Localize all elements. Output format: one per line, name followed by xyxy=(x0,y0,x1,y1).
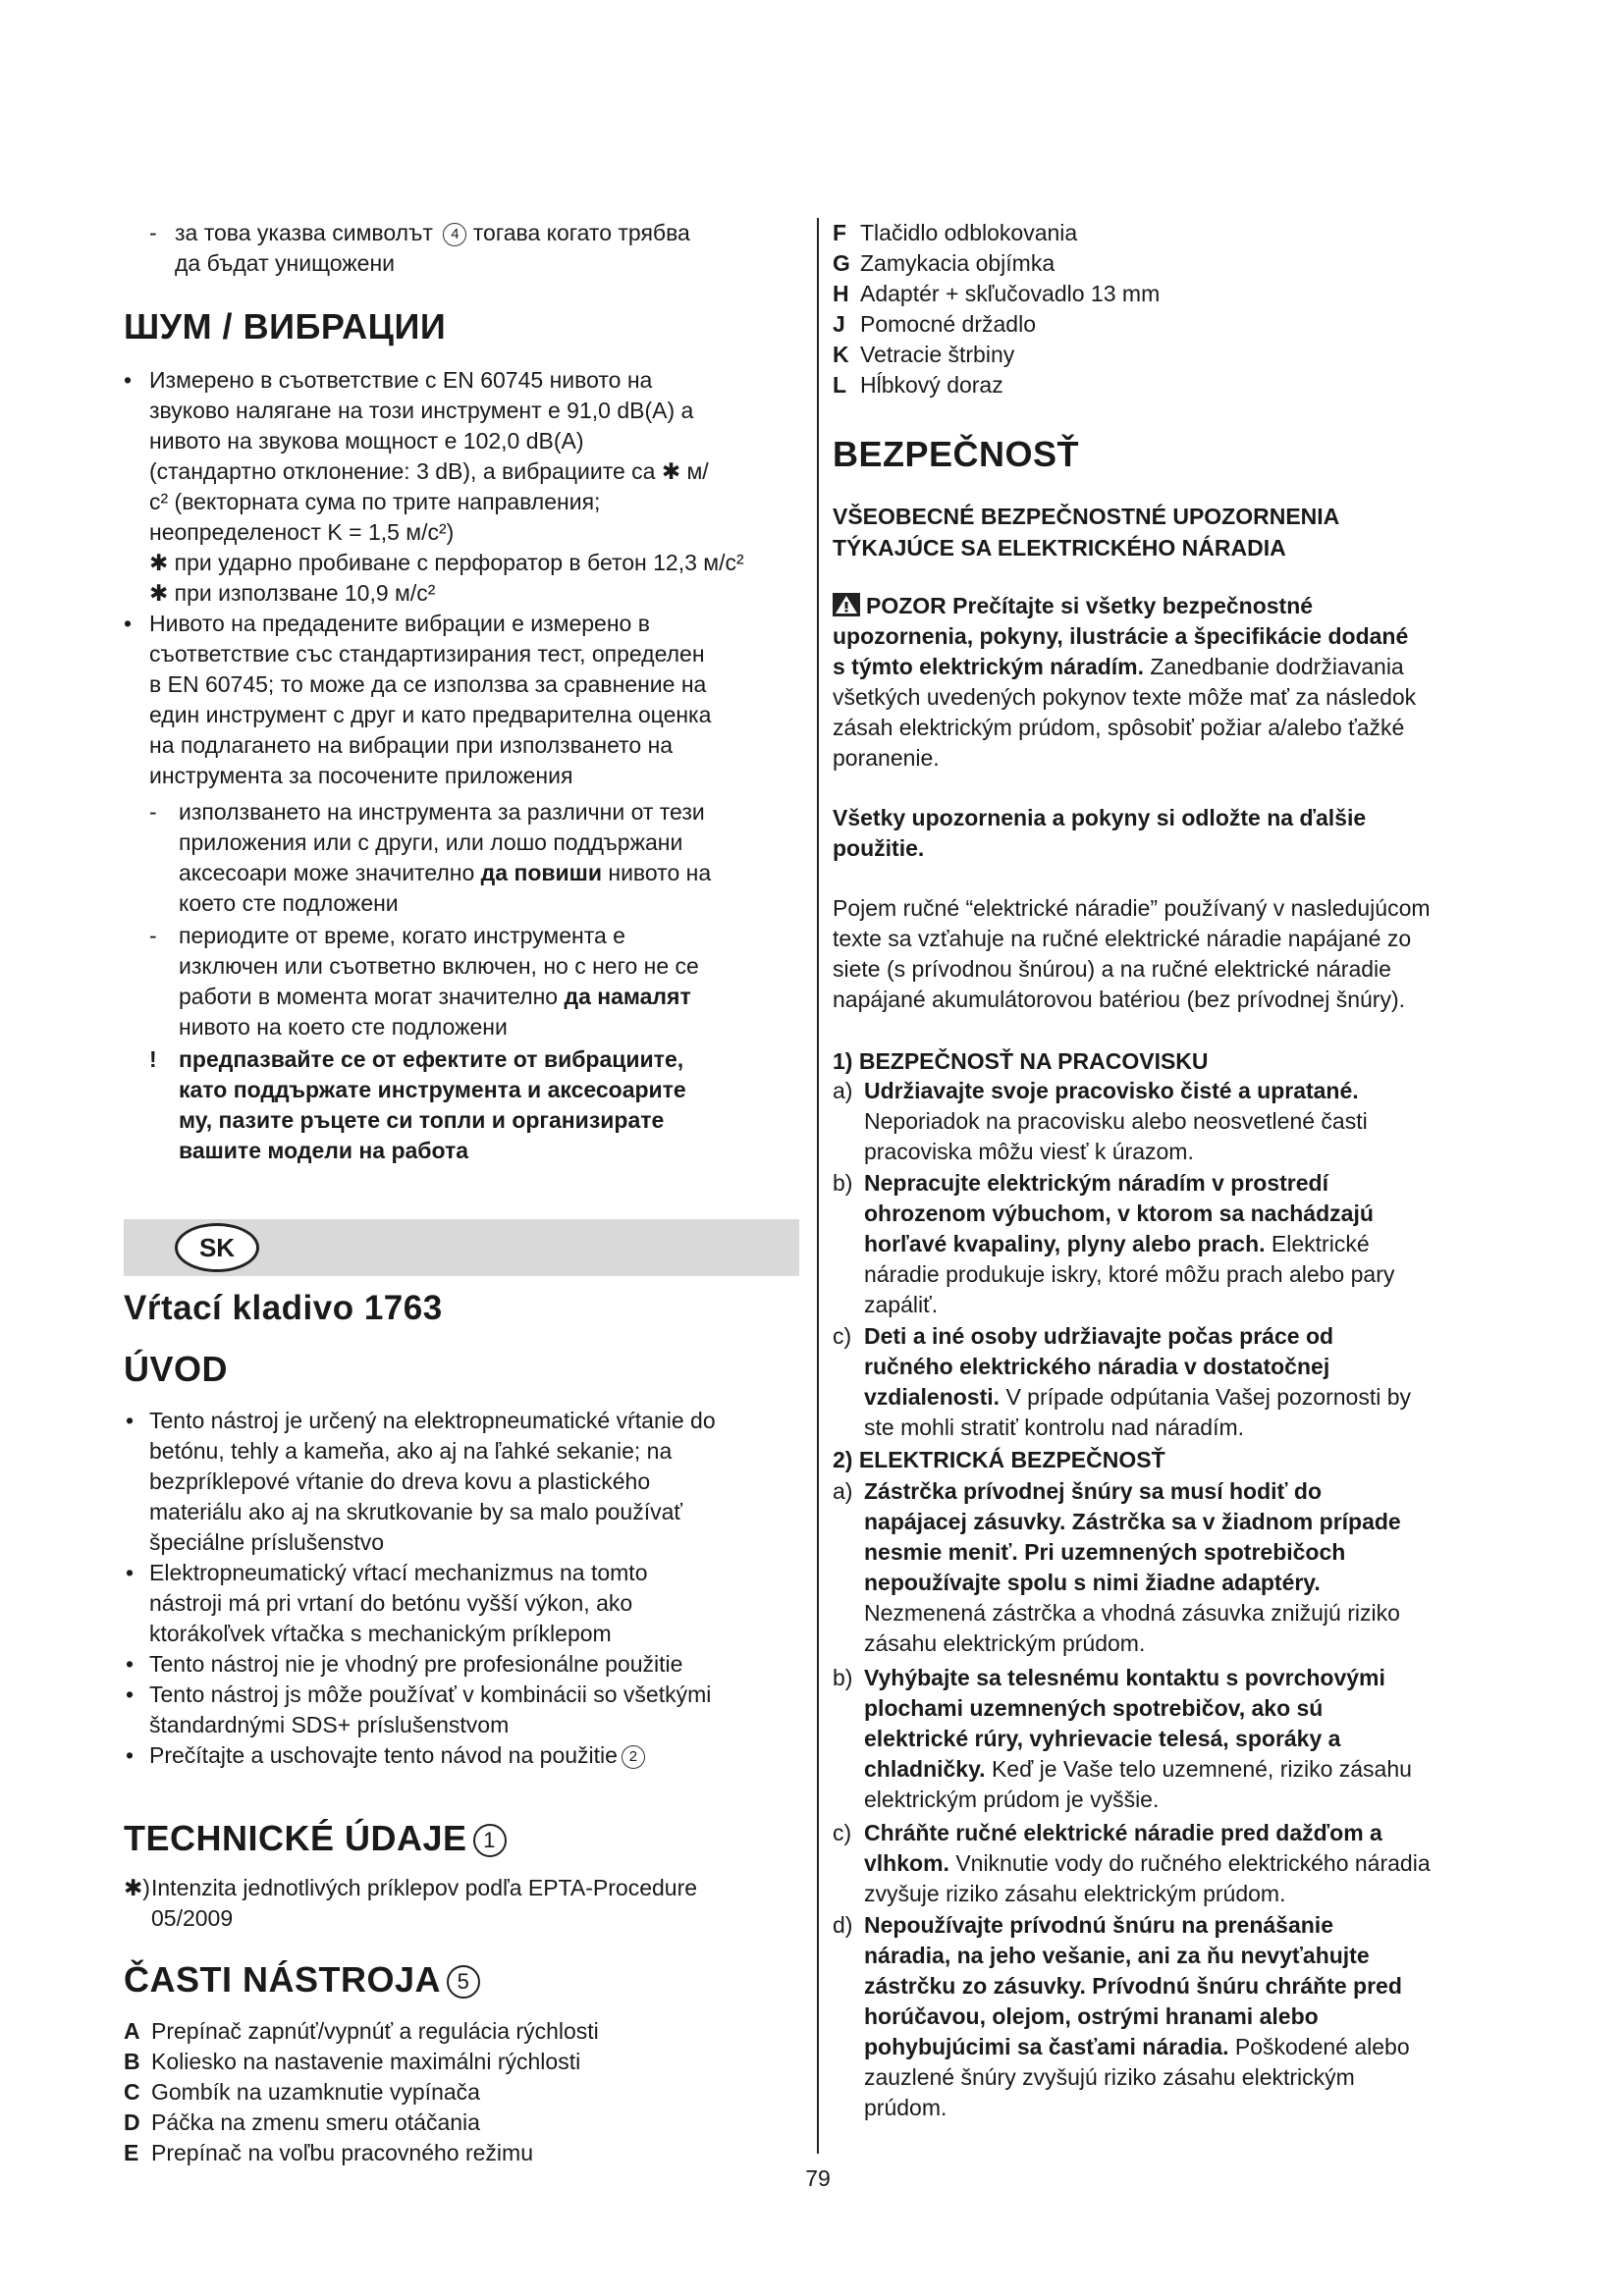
part-item xyxy=(124,2138,799,2168)
intro-dash-text: за това указва символът xyxy=(175,220,433,245)
part-text: Zamykacia objímka xyxy=(860,250,1056,276)
noise-b2-line: в EN 60745; то може да се използва за сравнение на xyxy=(149,671,707,697)
tech-heading xyxy=(124,1818,507,1859)
item-line: ste mohli stratiť kontrolu nad náradím. xyxy=(864,1415,1245,1440)
part-text: Adaptér + skľučovadlo 13 mm xyxy=(860,281,1161,306)
part-text: Prepínač zapnúť/vypnúť a regulácia rýchlosti xyxy=(151,2018,599,2044)
part-item xyxy=(833,370,1510,400)
part-text: Tlačidlo odblokovania xyxy=(860,220,1078,245)
item-tail: Poškodené alebo xyxy=(1234,2034,1410,2059)
item-bold-line: nesmie meniť. Pri uzemnených spotrebičoch xyxy=(864,1539,1346,1565)
noise-b1-line: (стандартно отклонение: 3 dB), а вибрациите са ✱ м/ xyxy=(149,458,709,484)
item-label: b) xyxy=(833,1170,853,1196)
noise-d2-line: работи в момента могат значително xyxy=(179,984,559,1009)
circled-number-2: 2 xyxy=(622,1745,645,1769)
noise-warning-line: вашите модели на работа xyxy=(179,1138,469,1163)
uvod-bullet-3: • Tento nástroj nie je vhodný pre profesionálne použitie xyxy=(124,1649,799,1680)
term-paragraph xyxy=(833,893,1510,1015)
noise-d1-line: използването на инструмента за различни от тези xyxy=(179,799,705,825)
noise-d1-line: което сте подложени xyxy=(179,890,399,916)
item-bold-line: ohrozenom výbuchom, v ktorom sa nachádzajú xyxy=(864,1201,1374,1226)
item-tail: Elektrické xyxy=(1271,1231,1370,1256)
product-title: Vŕtací kladivo 1763 xyxy=(124,1289,443,1327)
term-line: siete (s prívodnou šnúrou) a na ručné elektrické náradie xyxy=(833,956,1391,982)
uvod-bullet-1: • Tento nástroj je určený na elektropneumatické vŕtanie do betónu, tehly a kameňa, ako aj na ľahké sekanie; na bezpríklepové vŕtanie do dreva kovu a plastického materiálu ako aj na skrutkovanie by sa malo používať špeciálne príslušenstvo xyxy=(124,1406,799,1558)
part-item xyxy=(833,218,1510,248)
item-bold-line: elektrické rúry, vyhrievacie telesá, sporáky a xyxy=(864,1726,1341,1751)
uvod-heading: ÚVOD xyxy=(124,1349,229,1389)
part-item xyxy=(124,2016,799,2047)
noise-b2-line: инструмента за посочените приложения xyxy=(149,763,573,788)
tech-note-star: ✱) xyxy=(124,1875,150,1900)
item-line: pracoviska môžu viesť k úrazom. xyxy=(864,1139,1194,1164)
item-bold-line: Deti a iné osoby udržiavajte počas práce od xyxy=(864,1323,1334,1349)
item-line: Neporiadok na pracovisku alebo neosvetlené časti xyxy=(864,1108,1368,1134)
uvod-b4-line: štandardnými SDS+ príslušenstvom xyxy=(149,1712,510,1737)
warning-bold-line: s týmto elektrickým náradím. xyxy=(833,654,1145,679)
noise-warning-line: като поддържате инструмента и аксесоарите xyxy=(179,1077,686,1102)
item-bold-line: Udržiavajte svoje pracovisko čisté a upratané. xyxy=(864,1078,1359,1103)
part-item xyxy=(124,2108,799,2138)
tech-note xyxy=(124,1873,799,1934)
item-bold-line: ručného elektrického náradia v dostatočnej xyxy=(864,1354,1330,1379)
item-line: prúdom. xyxy=(864,2095,947,2120)
tech-note-line: Intenzita jednotlivých príklepov podľa EPTA-Procedure xyxy=(151,1875,698,1900)
part-item xyxy=(124,2047,799,2077)
section-2-item-b xyxy=(833,1663,1510,1815)
warning-normal-line: zásah elektrickým prúdom, spôsobiť požiar a/alebo ťažké xyxy=(833,715,1405,740)
part-letter: H xyxy=(833,281,849,306)
warning-bold-line: POZOR Prečítajte si všetky bezpečnostné xyxy=(866,593,1314,618)
noise-b2-line: един инструмент с друг и като предварителна оценка xyxy=(149,702,712,727)
noise-b2-line: съответствие със стандартизирания тест, определен xyxy=(149,641,705,667)
uvod-b1-line: bezpríklepové vŕtanie do dreva kovu a plastického xyxy=(149,1468,651,1494)
item-bold-line: zástrčku zo zásuvky. Prívodnú šnúru chráňte pred xyxy=(864,1973,1402,1999)
language-section-bar xyxy=(124,1219,799,1276)
item-bold-line: Vyhýbajte sa telesnému kontaktu s povrchovými xyxy=(864,1665,1385,1690)
part-text: Pomocné držadlo xyxy=(860,311,1036,337)
uvod-bullets xyxy=(124,1406,799,1771)
item-line: zapáliť. xyxy=(864,1292,939,1317)
uvod-b5-line: Prečítajte a uschovajte tento návod na použitie xyxy=(149,1742,618,1768)
item-bold-line: Zástrčka prívodnej šnúry sa musí hodiť do xyxy=(864,1478,1323,1504)
noise-d2-line: нивото на което сте подложени xyxy=(179,1014,508,1040)
part-item xyxy=(833,340,1510,370)
uvod-bullet-4: • Tento nástroj js môže používať v kombinácii so všetkými štandardnými SDS+ príslušenstvom xyxy=(124,1680,799,1740)
warning-normal-line: všetkých uvedených pokynov texte môže mať za následok xyxy=(833,684,1417,710)
part-letter: G xyxy=(833,250,850,276)
item-line: zvyšuje riziko zásahu elektrickým prúdom. xyxy=(864,1881,1286,1906)
noise-d1-line: аксесоари може значително xyxy=(179,860,475,885)
uvod-bullet-2: • Elektropneumatický vŕtací mechanizmus na tomto nástroji má pri vrtaní do betónu vyšší výkon, ako ktorákoľvek vŕtačka s mechanickým príklepom xyxy=(124,1558,799,1649)
noise-d1-bold: да повиши xyxy=(480,860,602,885)
item-bold-line: Chráňte ručné elektrické náradie pred dažďom a xyxy=(864,1820,1382,1845)
section-2-item-c xyxy=(833,1818,1510,1909)
noise-warning-line: предпазвайте се от ефектите от вибрациите, xyxy=(179,1046,684,1072)
noise-d1-rest: нивото на xyxy=(608,860,712,885)
uvod-b3-line: Tento nástroj nie je vhodný pre profesionálne použitie xyxy=(149,1651,683,1677)
noise-d1-line: приложения или с други, или лошо поддържани xyxy=(179,829,683,855)
circled-number-1: 1 xyxy=(473,1824,507,1857)
circled-number-5: 5 xyxy=(447,1965,480,1999)
circled-number-4: 4 xyxy=(443,223,466,246)
item-bold-line: plochami uzemnených spotrebičov, ako sú xyxy=(864,1695,1324,1721)
parts-heading xyxy=(124,1959,480,2001)
term-line: napájané akumulátorovou batériou (bez prívodnej šnúry). xyxy=(833,987,1406,1012)
parts-list-right xyxy=(833,218,1510,400)
part-item xyxy=(833,279,1510,309)
intro-dash-item: - за това указва символът 4 тогава когато трябва да бъдат унищожени xyxy=(149,220,690,276)
noise-d2-line: изключен или съответно включен, но с него не се xyxy=(179,953,699,979)
section-1-item-a xyxy=(833,1076,1510,1167)
intro-dash-rest: тогава когато трябва xyxy=(472,220,690,245)
uvod-b2-line: ktorákoľvek vŕtačka s mechanickým príklepom xyxy=(149,1621,612,1646)
item-bold-line: vlhkom. xyxy=(864,1850,949,1876)
item-bold-line: vzdialenosti. xyxy=(864,1384,1001,1410)
item-line: Nezmenená zástrčka a vhodná zásuvka znižujú riziko xyxy=(864,1600,1400,1626)
item-tail: Keď je Vaše telo uzemnené, riziko zásahu xyxy=(991,1756,1412,1782)
item-bold-line: náradia, na jeho vešanie, ani za ňu nevyťahujte xyxy=(864,1943,1370,1968)
noise-b1-line: звуково налягане на този инструмент е 91,0 dB(A) а xyxy=(149,398,694,423)
general-heading-line: VŠEOBECNÉ BEZPEČNOSTNÉ UPOZORNENIA xyxy=(833,504,1340,529)
item-label: a) xyxy=(833,1078,853,1103)
general-safety-heading xyxy=(833,501,1510,563)
part-letter: E xyxy=(124,2140,139,2165)
noise-bullet-1: • Измерено в съответствие с EN 60745 нивото на звуково налягане на този инструмент е 91,0 dB(A) а нивото на звукова мощност е 102,0 dB(A) (стандартно отклонение: 3 dB), а вибрациите са ✱ м/ с² (векторната сума по трите направления; неопределеност K = 1,5 м/с²) ✱ при ударно пробиване с перфоратор в бетон 12,3 м/с² ✱ при използване 10,9 м/с² xyxy=(124,365,799,609)
noise-warning: ! предпазвайте се от ефектите от вибрациите, като поддържате инструмента и аксесоарите му, пазите ръцете си топли и организирате вашите модели на работа xyxy=(149,1044,799,1166)
part-text: Prepínač na voľbu pracovného režimu xyxy=(151,2140,533,2165)
part-letter: D xyxy=(124,2109,140,2135)
noise-b1-line: Измерено в съответствие с EN 60745 нивото на xyxy=(149,367,653,393)
part-text: Hĺbkový doraz xyxy=(860,372,1003,398)
uvod-b4-line: Tento nástroj js môže používať v kombinácii so všetkými xyxy=(149,1682,712,1707)
uvod-b1-line: materiálu ako aj na skrutkovanie by sa malo používať xyxy=(149,1499,683,1524)
item-tail: V prípade odpútania Vašej pozornosti by xyxy=(1005,1384,1412,1410)
noise-dash-2: - периодите от време, когато инструмента е изключен или съответно включен, но с него не се работи в момента могат значително да намалят нивото на което сте подложени xyxy=(149,921,799,1042)
part-item xyxy=(124,2077,799,2108)
item-bold-line: pohybujúcimi sa časťami náradia. xyxy=(864,2034,1229,2059)
item-bold-line: chladničky. xyxy=(864,1756,986,1782)
part-text: Páčka na zmenu smeru otáčania xyxy=(151,2109,480,2135)
part-text: Vetracie štrbiny xyxy=(860,342,1015,367)
item-line: zauzlené šnúry zvyšujú riziko zásahu elektrickým xyxy=(864,2064,1355,2090)
item-line: zásahu elektrickým prúdom. xyxy=(864,1630,1146,1656)
uvod-b1-line: Tento nástroj je určený na elektropneumatické vŕtanie do xyxy=(149,1408,716,1433)
noise-b2-line: на подлагането на вибрации при използването на xyxy=(149,732,674,758)
item-label: b) xyxy=(833,1665,853,1690)
noise-b1-line: неопределеност K = 1,5 м/с²) xyxy=(149,519,455,545)
warning-normal-line: poranenie. xyxy=(833,745,940,771)
uvod-bullet-5: • Prečítajte a uschovajte tento návod na použitie 2 xyxy=(124,1740,799,1771)
noise-warning-line: му, пазите ръцете си топли и организирате xyxy=(179,1107,665,1133)
keep-instructions xyxy=(833,803,1510,864)
uvod-b2-line: nástroji má pri vrtaní do betónu vyšší výkon, ako xyxy=(149,1590,633,1616)
item-label: c) xyxy=(833,1323,852,1349)
part-letter: C xyxy=(124,2079,140,2105)
noise-star-2: ✱ при използване 10,9 м/с² xyxy=(149,580,436,606)
item-tail: Vniknutie vody do ručného elektrického náradia xyxy=(955,1850,1431,1876)
item-bold-line: Nepracujte elektrickým náradím v prostredí xyxy=(864,1170,1328,1196)
noise-b2-line: Нивото на предадените вибрации е измерено в xyxy=(149,611,650,636)
noise-d2-bold: да намалят xyxy=(564,984,691,1009)
tech-heading-text: TECHNICKÉ ÚDAJE xyxy=(124,1818,467,1858)
item-label: a) xyxy=(833,1478,853,1504)
part-letter: A xyxy=(124,2018,140,2044)
part-text: Gombík na uzamknutie vypínača xyxy=(151,2079,480,2105)
part-letter: J xyxy=(833,311,845,337)
noise-dash-1: - използването на инструмента за различни от тези приложения или с други, или лошо поддържани аксесоари може значително да повиши нивото на което сте подложени xyxy=(149,797,799,919)
uvod-b1-line: betónu, tehly a kameňa, ako aj na ľahké sekanie; na xyxy=(149,1438,673,1464)
section-1-item-c xyxy=(833,1321,1510,1443)
warning-bold-line: upozornenia, pokyny, ilustrácie a špecifikácie dodané xyxy=(833,623,1409,649)
item-bold-line: horúčavou, olejom, ostrými hranami alebo xyxy=(864,2003,1319,2029)
section-2-heading: 2) ELEKTRICKÁ BEZPEČNOSŤ xyxy=(833,1447,1165,1472)
uvod-b2-line: Elektropneumatický vŕtací mechanizmus na tomto xyxy=(149,1560,648,1585)
section-2-item-a xyxy=(833,1476,1510,1659)
part-letter: F xyxy=(833,220,847,245)
part-item xyxy=(833,248,1510,279)
term-line: Pojem ručné “elektrické náradie” používaný v nasledujúcom xyxy=(833,895,1431,921)
item-line: elektrickým prúdom je vyššie. xyxy=(864,1787,1160,1812)
item-line: náradie produkuje iskry, ktoré môžu prach alebo pary xyxy=(864,1261,1395,1287)
parts-list-left xyxy=(124,2016,799,2168)
item-label: c) xyxy=(833,1820,852,1845)
warning-triangle-icon xyxy=(833,593,860,616)
part-letter: K xyxy=(833,342,849,367)
parts-heading-text: ČASTI NÁSTROJA xyxy=(124,1959,442,2000)
part-letter: L xyxy=(833,372,847,398)
term-line: texte sa vzťahuje na ručné elektrické náradie napájané zo xyxy=(833,926,1412,951)
item-bold-line: nepoužívajte spolu s nimi žiadne adaptéry. xyxy=(864,1570,1321,1595)
language-badge: SK xyxy=(175,1223,259,1272)
item-label: d) xyxy=(833,1912,853,1938)
noise-d2-line: периодите от време, когато инструмента е xyxy=(179,923,625,948)
warning-normal-first: Zanedbanie dodržiavania xyxy=(1150,654,1404,679)
noise-star-1: ✱ при ударно пробиване с перфоратор в бетон 12,3 м/с² xyxy=(149,550,744,575)
intro-dash-line2: да бъдат унищожени xyxy=(175,250,395,276)
section-1-item-b xyxy=(833,1168,1510,1320)
section-1-heading: 1) BEZPEČNOSŤ NA PRACOVISKU xyxy=(833,1048,1209,1074)
part-text: Koliesko na nastavenie maximálni rýchlosti xyxy=(151,2049,581,2074)
safety-heading: BEZPEČNOSŤ xyxy=(833,434,1080,474)
page-number: 79 xyxy=(805,2165,831,2191)
noise-b1-line: с² (векторната сума по трите направления; xyxy=(149,489,601,514)
noise-b1-line: нивото на звукова мощност е 102,0 dB(A) xyxy=(149,428,584,454)
section-2-item-d xyxy=(833,1910,1510,2123)
item-bold-line: horľavé kvapaliny, plyny alebo prach. xyxy=(864,1231,1266,1256)
keep-line: Všetky upozornenia a pokyny si odložte na ďalšie xyxy=(833,805,1367,830)
part-letter: B xyxy=(124,2049,140,2074)
column-divider xyxy=(817,218,819,2154)
item-bold-line: napájacej zásuvky. Zástrčka sa v žiadnom prípade xyxy=(864,1509,1401,1534)
uvod-b1-line: špeciálne príslušenstvo xyxy=(149,1529,385,1555)
tech-note-line: 05/2009 xyxy=(151,1905,234,1931)
general-heading-line: TÝKAJÚCE SA ELEKTRICKÉHO NÁRADIA xyxy=(833,535,1286,561)
noise-heading: ШУМ / ВИБРАЦИИ xyxy=(124,306,447,347)
item-bold-line: Nepoužívajte prívodnú šnúru na prenášanie xyxy=(864,1912,1333,1938)
keep-line: použitie. xyxy=(833,835,925,861)
noise-bullet-2: • Нивото на предадените вибрации е измерено в съответствие със стандартизирания тест, определен в EN 60745; то може да се използва за сравнение на един инструмент с друг и като предварителна оценка на подлагането на вибрации при използването на инструмента за посочените приложения xyxy=(124,609,799,791)
part-item xyxy=(833,309,1510,340)
warning-paragraph xyxy=(833,591,1510,774)
